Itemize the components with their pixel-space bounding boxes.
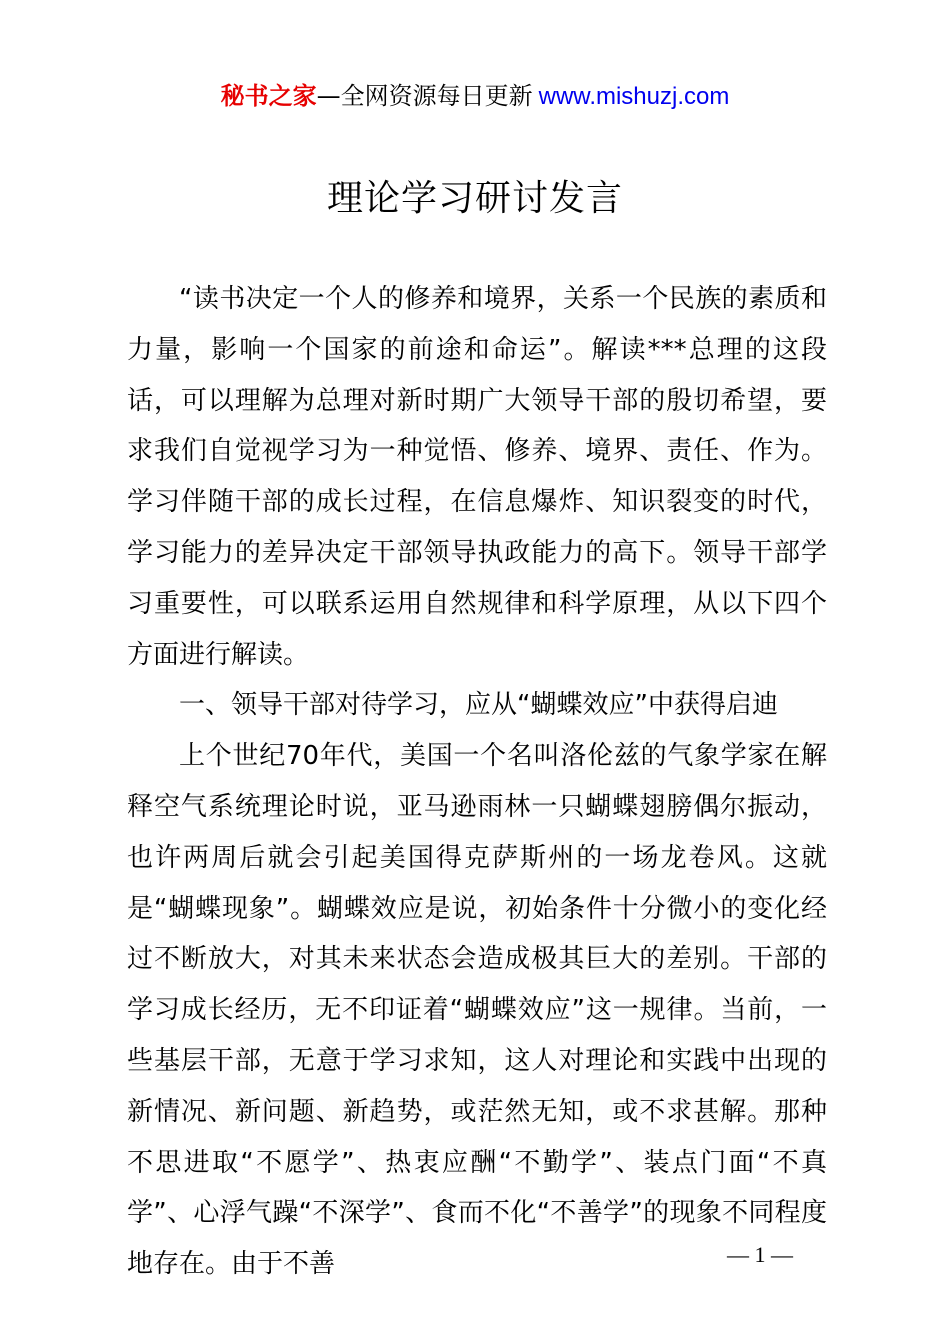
paragraph-intro: “读书决定一个人的修养和境界，关系一个民族的素质和力量，影响一个国家的前途和命运”。解读***总理的这段话，可以理解为总理对新时期广大领导干部的殷切希望，要求我们自觉视学习为一种觉悟、修养、境界、责任、作为。学习伴随干部的成长过程，在信息爆炸、知识裂变的时代，学习能力的差异决定干部领导执政能力的高下。领导干部学习重要性，可以联系运用自然规律和科学原理，从以下四个方面进行解读。 xyxy=(127,284,827,670)
section-heading-1: 一、领导干部对待学习，应从“蝴蝶效应”中获得启迪 xyxy=(179,690,778,721)
document-body xyxy=(127,274,827,1290)
site-url-link[interactable]: www.mishuzj.com xyxy=(538,83,730,110)
document-title: 理论学习研讨发言 xyxy=(326,178,623,219)
header-tagline: —全网资源每日更新 xyxy=(316,82,533,110)
paragraph-butterfly-effect: 上个世纪70年代，美国一个名叫洛伦兹的气象学家在解释空气系统理论时说，亚马逊雨林一只蝴蝶翅膀偶尔振动，也许两周后就会引起美国得克萨斯州的一场龙卷风。这就是“蝴蝶现象”。蝴蝶效应是说，初始条件十分微小的变化经过不断放大，对其未来状态会造成极其巨大的差别。干部的学习成长经历，无不印证着“蝴蝶效应”这一规律。当前，一些基层干部，无意于学习求知，这人对理论和实践中出现的新情况、新问题、新趋势，或茫然无知，或不求甚解。那种不思进取“不愿学”、热衷应酬“不勤学”、装点门面“不真学”、心浮气躁“不深学”、食而不化“不善学”的现象不同程度地存在。由于不善 xyxy=(127,741,827,1280)
site-header xyxy=(0,78,950,115)
page-number: — 1 — xyxy=(727,1242,793,1267)
brand-name: 秘书之家 xyxy=(220,82,317,110)
